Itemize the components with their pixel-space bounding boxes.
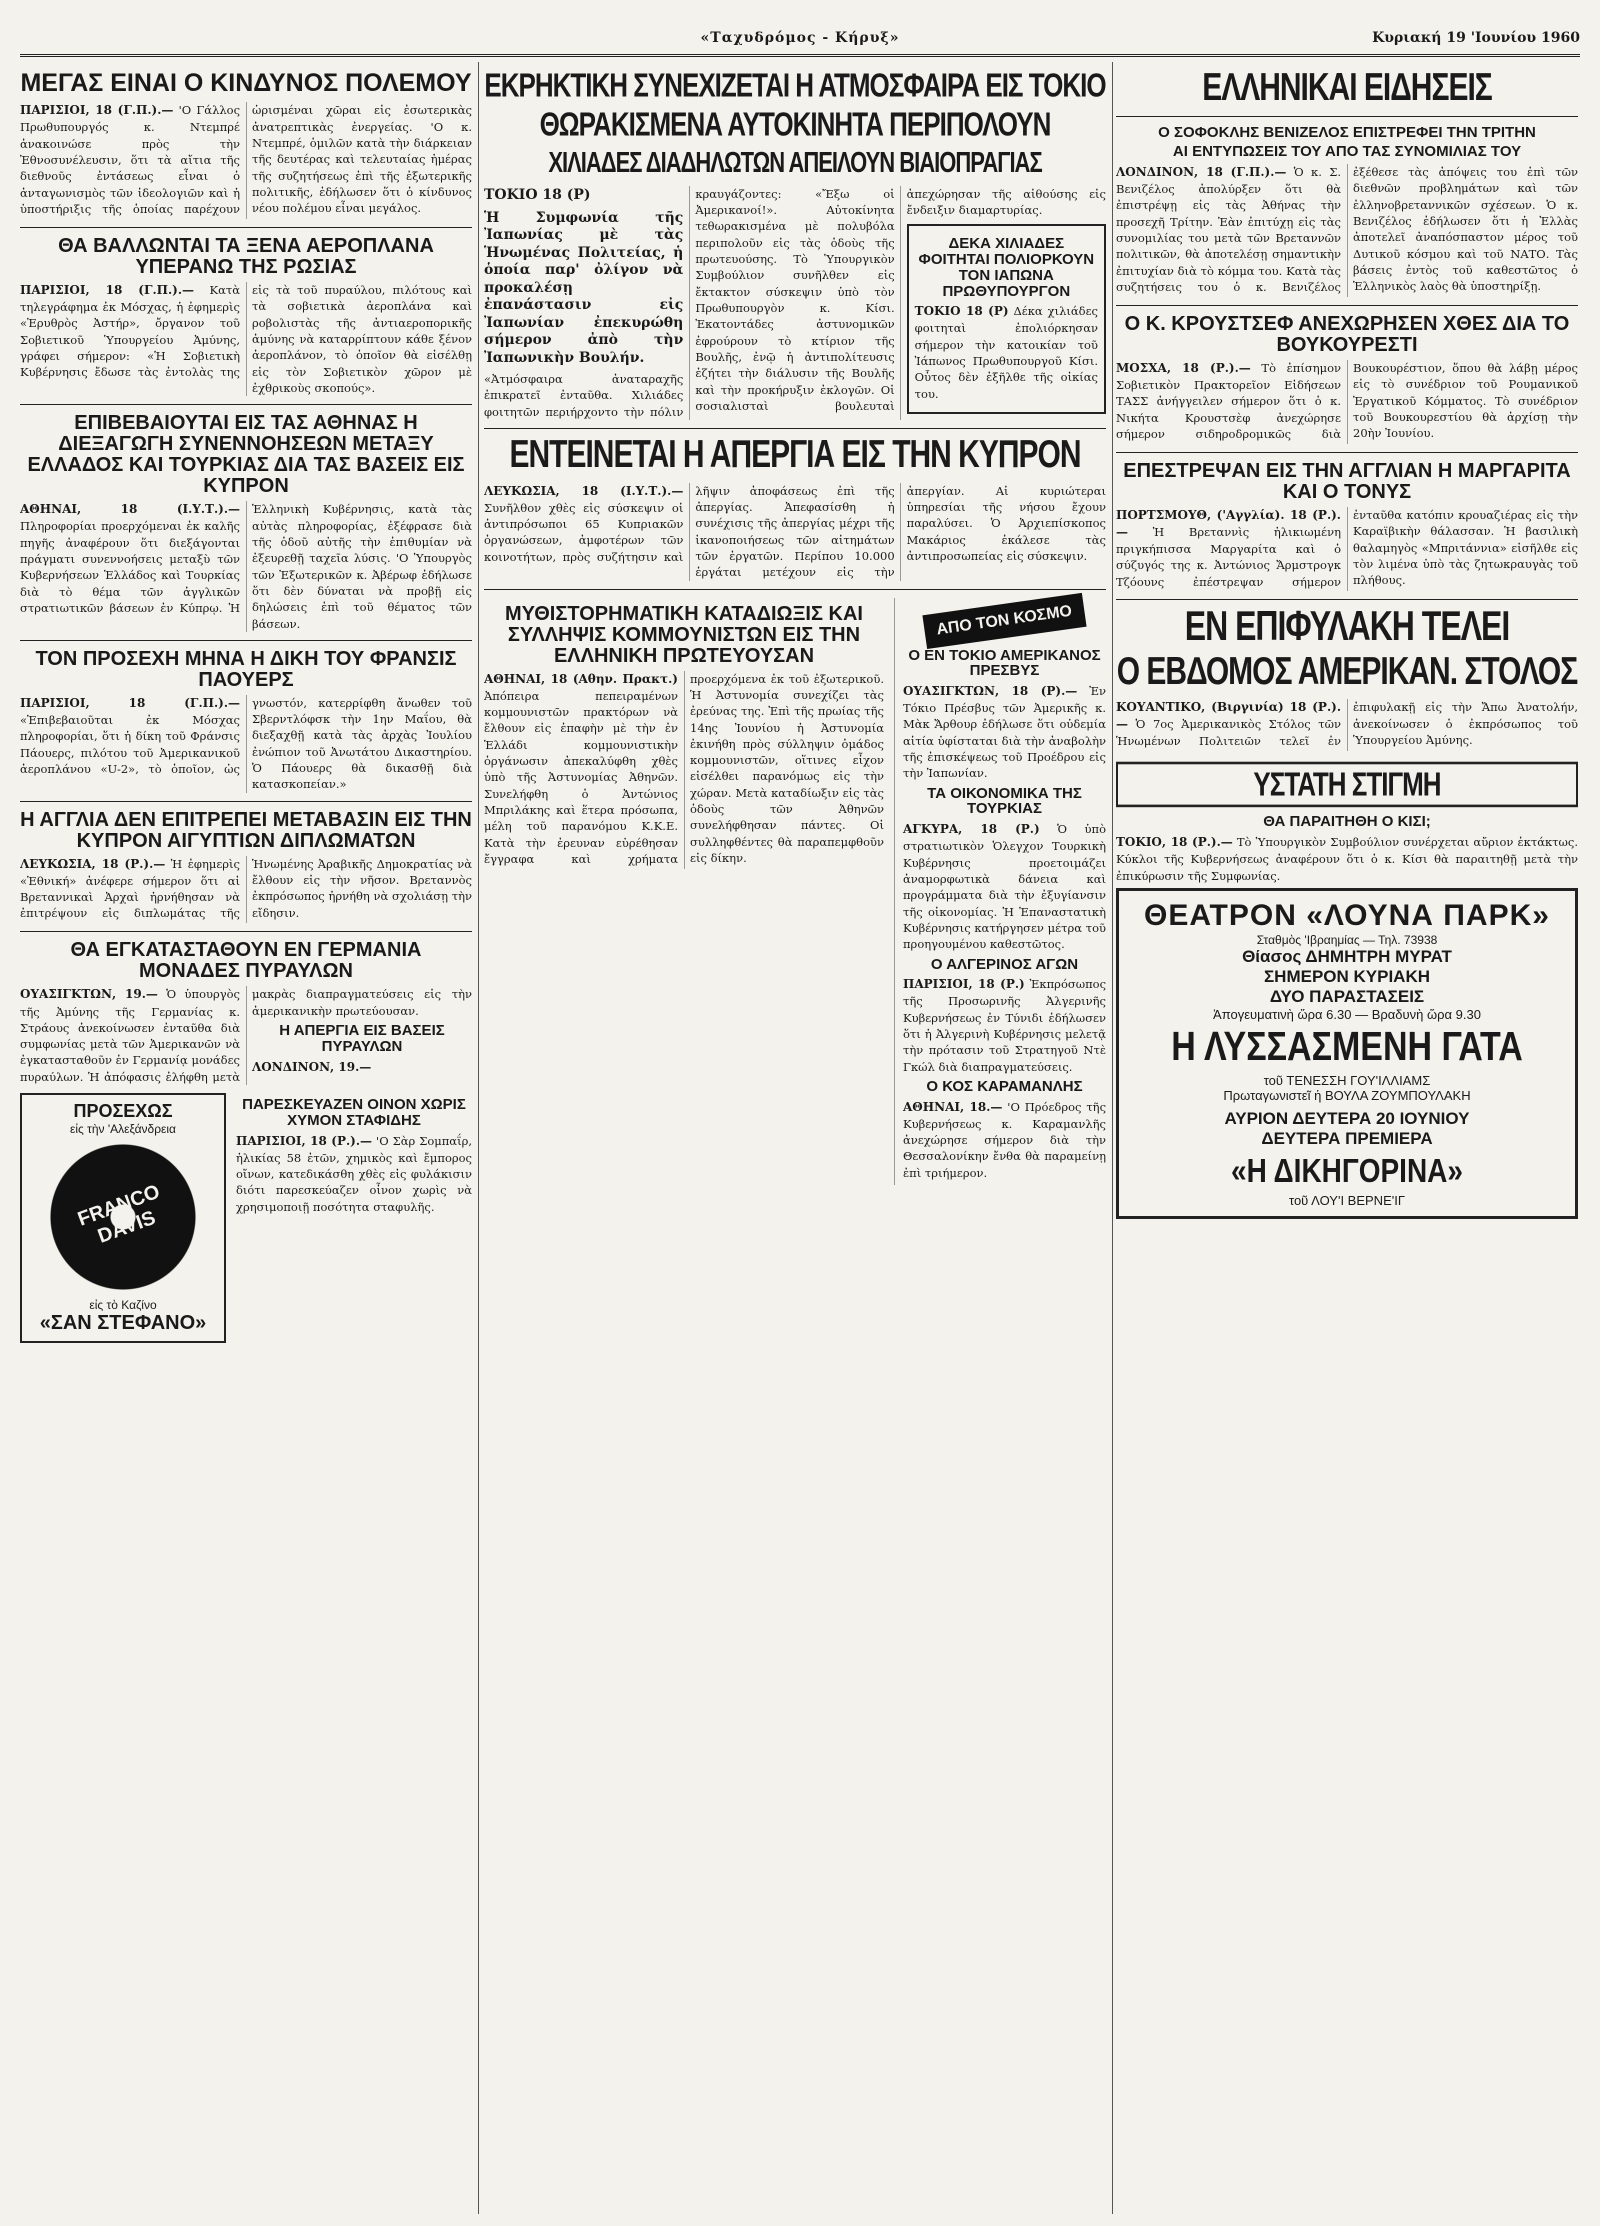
sub-title-2: ΑΙ ΕΝΤΥΠΩΣΕΙΣ ΤΟΥ ΑΠΟ ΤΑΣ ΣΥΝΟΜΙΛΙΑΣ ΤΟΥ (1172, 143, 1522, 161)
today: ΣΗΜΕΡΟΝ ΚΥΡΙΑΚΗ (1263, 966, 1431, 986)
article-body (20, 986, 472, 1085)
troupe: Θίασος ΔΗΜΗΤΡΗ ΜΥΡΑΤ (1242, 946, 1452, 966)
article-body (20, 282, 472, 396)
next-play: «Η ΔΙΚΗΓΟΡΙΝΑ» (1231, 1151, 1463, 1189)
divider (484, 428, 1106, 429)
wine-article (236, 1093, 472, 1343)
article-text: «Ἐπιβεβαιοῦται ἐκ Μόσχας πληροφορίαι, ὅτι ἡ δίκη τοῦ Φράνσις Πάουερς, πιλότου τοῦ Ἀμερικανικοῦ ἀεροπλάνου «U-2», τὸ ὁποῖον, ὡς γνωστόν, κατερρίφθη ἄνωθεν τοῦ Σβερντλόφσκ τὴν 1ην Μαΐου, θὰ διεξαχθῇ κατὰ τὰς ἀρχὰς Ἰουλίου ἐνώπιον τοῦ Ἀνωτάτου Δικαστηρίου. Ὁ Πάουερς θὰ δικασθῇ διὰ κατασκοπείαν.» (20, 695, 472, 792)
author: τοῦ ΤΕΝΕΣΣΗ ΓΟΥ'ΙΛΛΙΑΜΣ (1263, 1072, 1431, 1088)
lead-body (484, 186, 1106, 420)
article-text: Ὁ ὑπὸ στρατιωτικὸν Ὁλεγχον Τουρκικὴ Κυβέρνησις προετοιμάζει ἀναμορφωτικὰ δάνεια καὶ προγράμματα διὰ τὴν ἐξυγίανσιν τῆς οἰκονομίας. Ἡ Ἐπαναστατικὴ Κυβέρνησις κατήργησεν μέτρα τοῦ προηγουμένου καθεστῶτος. (903, 822, 1106, 952)
dateline: ΑΘΗΝΑΙ, 18 (Αθην. Πρακτ.) (484, 671, 678, 686)
article-text: 'Ο Σὰρ Σομπαΐρ, ἡλικίας 58 ἐτῶν, χημικὸς καὶ ἔμπορος οἴνων, κατεδικάσθη χθὲς εἰς φυλάκισιν διότι παρεσκεύαζεν οἶνον χωρὶς νὰ χρησιμοποιῇ ποσότητα σταφυλῆς. (236, 1133, 472, 1214)
article-body (20, 501, 472, 632)
article-title: ΤΑ ΟΙΚΟΝΟΜΙΚΑ ΤΗΣ ΤΟΥΡΚΙΑΣ (927, 784, 1082, 818)
article-text: Πληροφορίαι προερχόμεναι ἐκ καλῆς πηγῆς ἀναφέρουν ὅτι διεξάγονται πράγματι συνεννοήσεις μεταξὺ τῶν Κυβερνήσεων Ἑλλάδος καὶ Τουρκίας διὰ τὸ θέμα τῶν ἀγγλικῶν στρατιωτικῶν βάσεων ἐν Κύπρῳ. Ἡ Ἑλληνικὴ Κυβέρνησις, κατὰ τὰς αὐτὰς πληροφορίας, ἐξέφρασε διὰ τῆς ὁδοῦ αὐτῆς τὴν ἐπιθυμίαν νὰ ἐξευρεθῇ ταχεῖα λύσις. 'Ο Ὑπουργὸς τῶν Ἐξωτερικῶν κ. Ἀβέρωφ ἐδήλωσε ὅτι δὲν δύναται νὰ προβῇ εἰς δηλώσεις ἐπὶ τοῦ θέματος τῶν βάσεων. (20, 502, 472, 631)
article-body (1116, 699, 1578, 751)
dateline: ΛΕΥΚΩΣΙΑ, 18 (Ι.Υ.Τ.).— (484, 483, 684, 498)
dateline: ΠΑΡΙΣΙΟΙ, 18 (Γ.Π.).— (20, 282, 195, 297)
luna-park-ad (1116, 888, 1578, 1219)
dateline: ΠΑΡΙΣΙΟΙ, 18 (Ρ.) (903, 977, 1025, 992)
fleet-headline: ΕΝ ΕΠΙΦΥΛΑΚΗ ΤΕΛΕΙ (1184, 602, 1510, 650)
star: Πρωταγωνιστεῖ ἡ ΒΟΥΛΑ ΖΟΥΜΠΟΥΛΑΚΗ (1223, 1087, 1471, 1103)
article-text: Τὸ ἐπίσημον Σοβιετικὸν Πρακτορεῖον Εἰδήσεων ΤΑΣΣ ἀνήγγειλεν σήμερον ὅτι ὁ κ. Νικήτα Κρουστσὲφ ἀνεχώρησε σήμερον σιδηροδρομικῶς διὰ Βουκουρέστιον, ὅπου θὰ λάβῃ μέρος εἰς τὸ συνέδριον τοῦ Ρουμανικοῦ Ἐργατικοῦ Κόμματος. Τὸ συνέδριον τοῦ Βουκουρεστίου θὰ ἀρχίσῃ τὴν 20ὴν Ἰουνίου. (1116, 360, 1578, 441)
center-column (484, 62, 1113, 2214)
article-title: ΕΠΙΒΕΒΑΙΟΥΤΑΙ ΕΙΣ ΤΑΣ ΑΘΗΝΑΣ Η ΔΙΕΞΑΓΩΓΗ ΣΥΝΕΝΝΟΗΣΕΩΝ ΜΕΤΑΞΥ ΕΛΛΑΔΟΣ ΚΑΙ ΤΟΥΡΚΙΑΣ ΔΙΑ ΤΑΣ ΒΑΣΕΙΣ ΕΙΣ ΚΥΠΡΟΝ (27, 412, 465, 498)
dateline: ΠΑΡΙΣΙΟΙ, 18 (Γ.Π.).— (20, 103, 174, 118)
lead-headline-2: ΘΩΡΑΚΙΣΜΕΝΑ ΑΥΤΟΚΙΝΗΤΑ ΠΕΡΙΠΟΛΟΥΝ (539, 104, 1051, 144)
premiere: ΔΕΥΤΕΡΑ ΠΡΕΜΙΕΡΑ (1261, 1128, 1433, 1148)
article-title: ΕΠΕΣΤΡΕΨΑΝ ΕΙΣ ΤΗΝ ΑΓΓΛΙΑΝ Η ΜΑΡΓΑΡΙΤΑ ΚΑΙ Ο ΤΟΝΥΣ (1123, 459, 1571, 503)
article-text: Ὁ ὑπουργὸς τῆς Ἀμύνης τῆς Γερμανίας κ. Στράους ἀνεκοίνωσεν ἐνταῦθα διὰ συμφωνίας μετὰ τῶν Ἀμερικανῶν νὰ ἐγκατασταθοῦν ἐν Γερμανίᾳ μονάδες πυραύλων. Ἡ ἀπόφασις ἐλήφθη μετὰ μακρὰς διαπραγματεύσεις εἰς τὴν ἀμερικανικὴν πρωτεύουσαν. (20, 987, 472, 1084)
last-minute (1116, 757, 1578, 888)
last-minute-row (1116, 757, 1578, 888)
article-text: 'Ο Πρόεδρος τῆς Κυβερνήσεως κ. Καραμανλῆς ἀνεχώρησε σήμερον διὰ τὴν Θεσσαλονίκην ἔνθα θὰ παραμείνῃ ἐπὶ τριήμερον. (903, 1099, 1107, 1180)
divider (1116, 305, 1578, 306)
bottom-row (20, 1093, 472, 1343)
dateline: ΛΕΥΚΩΣΙΑ, 18 (Ρ.).— (20, 856, 166, 871)
article-title: Ο ΕΝ ΤΟΚΙΟ ΑΜΕΡΙΚΑΝΟΣ ΠΡΕΣΒΥΣ (908, 646, 1101, 680)
record-disc (27, 1121, 219, 1313)
article-title: ΜΥΘΙΣΤΟΡΗΜΑΤΙΚΗ ΚΑΤΑΔΙΩΞΙΣ ΚΑΙ ΣΥΛΛΗΨΙΣ ΚΟΜΜΟΥΝΙΣΤΩΝ ΕΙΣ ΤΗΝ ΕΛΛΗΝΙΚΗ ΠΡΩΤΕΥΟΥΣΑΝ (504, 602, 863, 667)
article-text: Ἐκπρόσωπος τῆς Προσωρινῆς Ἀλγερινῆς Κυβερνήσεως ἐν Τύνιδι ἐδήλωσεν ὅτι ἡ Ἀλγερινὴ Κυβέρνησις μελετᾷ τὴν πρότασιν τοῦ Στρατηγοῦ Ντὲ Γκώλ διὰ διαπραγματεύσεις. (903, 977, 1107, 1074)
divider (484, 589, 1106, 590)
dateline: ΑΘΗΝΑΙ, 18.— (903, 1099, 1003, 1114)
dateline: ΟΥΑΣΙΓΚΤΩΝ, 18 (Ρ).— (903, 684, 1078, 699)
logo-text: ΑΠΟ ΤΟΝ ΚΟΣΜΟ (923, 593, 1087, 649)
divider (20, 404, 472, 405)
dateline: ΛΟΝΔΙΝΟΝ, 19.— (252, 1059, 372, 1074)
disc-label: FRANCO DAVIS (74, 1180, 163, 1249)
article-title: ΘΑ ΕΓΚΑΤΑΣΤΑΘΟΥΝ ΕΝ ΓΕΡΜΑΝΙΑ ΜΟΝΑΔΕΣ ΠΥΡΑΥΛΩΝ (70, 939, 422, 983)
next-author: τοῦ ΛΟΥ'Ι ΒΕΡΝΕ'ΙΓ (1289, 1192, 1405, 1208)
ad-venue: «ΣΑΝ ΣΤΕΦΑΝΟ» (39, 1312, 207, 1335)
showtimes: Ἀπογευματινὴ ὥρα 6.30 — Βραδυνὴ ὥρα 9.30 (1213, 1006, 1481, 1022)
article-title: ΤΟΝ ΠΡΟΣΕΧΗ ΜΗΝΑ Η ΔΙΚΗ ΤΟΥ ΦΡΑΝΣΙΣ ΠΑΟΥΕΡΣ (35, 647, 457, 691)
article-title: Η ΑΓΓΛΙΑ ΔΕΝ ΕΠΙΤΡΕΠΕΙ ΜΕΤΑΒΑΣΙΝ ΕΙΣ ΤΗΝ ΚΥΠΡΟΝ ΑΙΓΥΠΤΙΩΝ ΔΙΠΛΩΜΑΤΩΝ (20, 808, 472, 852)
play-title: Η ΛΥΣΣΑΣΜΕΝΗ ΓΑΤΑ (1171, 1023, 1523, 1070)
article-title: ΜΕΓΑΣ ΕΙΝΑΙ Ο ΚΙΝΔΥΝΟΣ ΠΟΛΕΜΟΥ (20, 69, 472, 97)
ad-venue-pre: εἰς τὸ Καζίνο (89, 1298, 157, 1313)
article-body (20, 102, 472, 219)
divider (1116, 452, 1578, 453)
article-text: Συνῆλθον χθὲς εἰς σύσκεψιν οἱ ἀντιπρόσωποι 65 Κυπριακῶν ὀργανώσεων, ἀμφοτέρων τῶν κοινοτήτων, πρὸς συζήτησιν καὶ λῆψιν ἀποφάσεως ἐπὶ τῆς ἀπεργίας. Ἀπεφασίσθη ἡ συνέχισις τῆς ἀπεργίας μέχρι τῆς ἱκανοποιήσεως τῶν αἰτημάτων τῶν ἐργατῶν. Περίπου 10.000 ἐργάται μετέχουν εἰς τὴν ἀπεργίαν. Αἱ κυριώτεραι ὑπηρεσίαι τῆς νήσου ἔχουν παραλύσει. Ὁ Ἀρχιεπίσκοπος Μακάριος ἐκάλεσε τὰς ἀντιπροσωπείας εἰς σύσκεψιν. (484, 483, 1106, 580)
dateline: ΤΟΚΙΟ 18 (Ρ) (914, 304, 1009, 319)
dateline: ΑΓΚΥΡΑ, 18 (Ρ.) (903, 822, 1040, 837)
article-body (484, 671, 884, 869)
issue-date: Κυριακή 19 'Ιουνίου 1960 (1372, 30, 1580, 46)
divider (20, 227, 472, 228)
article-title: Ο ΑΛΓΕΡΙΝΟΣ ΑΓΩΝ (930, 955, 1079, 973)
next-date: ΑΥΡΙΟΝ ΔΕΥΤΕΡΑ 20 ΙΟΥΝΙΟΥ (1224, 1108, 1470, 1128)
dateline: ΑΘΗΝΑΙ, 18 (Ι.Υ.Τ.).— (20, 502, 240, 517)
communists-article (484, 598, 884, 1186)
article-text: «Ἀτμόσφαιρα ἀναταραχῆς ἐπικρατεῖ ἐνταῦθα. Χιλιάδες φοιτητῶν περιήρχοντο τὴν πόλιν κραυγάζοντες: «Ἔξω οἱ Ἀμερικανοί!». Αὐτοκίνητα τεθωρακισμένα μὲ πολυβόλα περιπολοῦν εἰς τὰς ὁδοὺς τῆς πρωτευούσης. Τὸ Ὑπουργικὸν Συμβούλιον συνῆλθεν εἰς ἔκτακτον σύσκεψιν ὑπὸ τὸν Πρωθυπουργὸν κ. Κίσι. Ἐκατοντάδες ἀστυνομικῶν ἐφρούρουν τὸ κτίριον τῆς Βουλῆς, ἐνῷ ἡ ἀντιπολίτευσις ἐζήτει τὴν διάλυσιν τῆς Βουλῆς καὶ τὴν προκήρυξιν ἐκλογῶν. Οἱ σοσιαλισταὶ βουλευταὶ ἀπεχώρησαν τῆς αἰθούσης εἰς ἔνδειξιν διαμαρτυρίας. (484, 186, 1106, 419)
dateline: ΤΟΚΙΟ 18 (Ρ) (484, 186, 591, 203)
ad-headline: ΠΡΟΣΕΧΩΣ (73, 1101, 173, 1122)
dateline: ΤΟΚΙΟ, 18 (Ρ.).— (1116, 835, 1233, 850)
left-column (20, 62, 479, 2214)
article-text: Ὁ 7ος Ἀμερικανικὸς Στόλος τῶν Ἡνωμένων Πολιτειῶν τελεῖ ἐν ἐπιφυλακῇ εἰς τὴν Ἄπω Ἀνατολήν, ἀνεκοίνωσεν ὁ ἐκπρόσωπος τοῦ Ὑπουργείου Ἀμύνης. (1116, 700, 1578, 749)
ad-sub: εἰς τὴν 'Αλεξάνδρεια (70, 1122, 176, 1137)
last-minute-title: ΥΣΤΑΤΗ ΣΤΙΓΜΗ (1116, 762, 1578, 808)
masthead (20, 30, 1580, 57)
right-column (1116, 62, 1578, 2214)
divider (20, 931, 472, 932)
article-text: 'Ο Γάλλος Πρωθυπουργός κ. Ντεμπρέ ἀνακοινώσε πρὸς τὴν Ἐθνοσυνέλευσιν, ὅτι τὰ αἴτια τῆς διεθνοῦς ἐντάσεως εἶναι ὁ ἀνταγωνισμὸς τῶν ἰδεολογιῶν καὶ ἡ ὑποστήριξις τῆς ὁποίας παρέχουν ὡρισμέναι χῶραι εἰς ἐσωτερικὰς ἀνατρεπτικὰς ἐνεργείας. 'Ο κ. Ντεμπρέ, ὁμιλῶν κατὰ τὴν διάρκειαν τῆς δευτέρας καὶ τελευταίας ἡμέρας τῆς συζητήσεως ἐπὶ τῆς ἐξωτερικῆς πολιτικῆς, ἐδήλωσεν ὅτι ὁ κίνδυνος νέου πολέμου εἶναι μεγάλος. (20, 103, 472, 216)
sub-title: Ο ΣΟΦΟΚΛΗΣ ΒΕΝΙΖΕΛΟΣ ΕΠΙΣΤΡΕΦΕΙ ΤΗΝ ΤΡΙΤΗΝ (1158, 123, 1536, 141)
article-text: Ἡ Βρεταννὶς ἡλικιωμένη πριγκήπισσα Μαργαρίτα καὶ ὁ σύζυγός της κ. Ἀντώνιος Ἄρμστρογκ Τζόουνς ἐπέστρεψαν σήμερον ἐνταῦθα κατόπιν κρουαζιέρας εἰς τὴν Καραϊβικὴν θάλασσαν. Ἡ βασιλικὴ θαλαμηγὸς «Μπριτάννια» εἰσῆλθε εἰς τὸν λιμένα ὑπὸ τὰς ζητωκραυγὰς τοῦ πλήθους. (1116, 507, 1578, 589)
section-title: ΕΛΛΗΝΙΚΑΙ ΕΙΔΗΣΕΙΣ (1202, 65, 1492, 109)
article-body (20, 856, 472, 924)
article-title: ΘΑ ΒΑΛΛΩΝΤΑΙ ΤΑ ΞΕΝΑ ΑΕΡΟΠΛΑΝΑ ΥΠΕΡΑΝΩ ΤΗΣ ΡΩΣΙΑΣ (58, 234, 434, 278)
article-text: Ὁ κ. Σ. Βενιζέλος ἀπολύρξεν ὅτι θὰ ἐπιστρέψῃ εἰς τὰς Ἀθήνας τὴν προσεχῆ Τρίτην. Ἐὰν ἐπιτύχῃ εἰς τὰς συνομιλίας του μετὰ τῶν Βρεταννῶν πολιτικῶν, θὰ ἀποτελέσῃ σημαντικὴν ἐπιτυχίαν διὰ τὸ κόμμα του. Κατὰ τὰς συζητήσεις του ὁ κ. Βενιζέλος ἐξέθεσε τὰς ἀπόψεις του ἐπὶ τῶν διεθνῶν προβλημάτων καὶ τῶν ἑλληνοβρεταννικῶν σχέσεων. Ὁ κ. Βενιζέλος ἐδήλωσεν ὅτι ἡ Ἑλλὰς ἀποτελεῖ ἀναπόσπαστον μέρος τοῦ Δυτικοῦ κόσμου καὶ τοῦ ΝΑΤΟ. Τὰς βάσεις ἐντὸς τοῦ καθεστῶτος ὁ Ἑλληνικὸς λαὸς θὰ ὑποστηρίξῃ. (1116, 165, 1578, 294)
article-text: Ἡ ἐφημερὶς «Ἐθνική» ἀνέφερε σήμερον ὅτι αἱ Βρεταννικαὶ Ἀρχαὶ ἠρνήθησαν νὰ ἐπιτρέψουν εἰς διπλωμάτας τῆς Ἡνωμένης Ἀραβικῆς Δημοκρατίας νὰ ἔλθουν εἰς τὴν νῆσον. Βρεταννὸς ἐκπρόσωπος ἠρνήθη νὰ σχολιάσῃ τὴν εἴδησιν. (20, 856, 472, 921)
side-briefs (894, 598, 1106, 1186)
divider (1116, 116, 1578, 117)
article-body (1116, 164, 1578, 297)
box-title: ΔΕΚΑ ΧΙΛΙΑΔΕΣ ΦΟΙΤΗΤΑΙ ΠΟΛΙΟΡΚΟΥΝ ΤΟΝ ΙΑΠΩΝΑ ΠΡΩΘΥΠΟΥΡΓΟΝ (918, 235, 1095, 300)
article-body (484, 483, 1106, 581)
dateline: ΠΑΡΙΣΙΟΙ, 18 (Ρ.).— (236, 1133, 373, 1148)
dateline: ΛΟΝΔΙΝΟΝ, 18 (Γ.Π.).— (1116, 165, 1287, 179)
dateline: ΠΟΡΤΣΜΟΥΘ, ('Αγγλία). 18 (Ρ.).— (1116, 507, 1341, 540)
apo-ton-kosmo-logo (903, 598, 1106, 644)
article-text: Ἐν Τόκιο Πρέσβυς τῶν Ἀμερικῆς κ. Μὰκ Ἄρθουρ ἐδήλωσε ὅτι οὐδεμία αἰτία ὑφίσταται διὰ τὴν ἀναβολὴν τῆς ἐπισκέψεως τοῦ Προέδρου εἰς τὴν Ἰαπωνίαν. (903, 684, 1107, 781)
divider (20, 640, 472, 641)
dateline: ΚΟΥΑΝΤΙΚΟ, (Βιργινία) 18 (Ρ.).— (1116, 700, 1341, 732)
article-body (1116, 360, 1578, 444)
sub-title: ΘΑ ΠΑΡΑΙΤΗΘΗ Ο ΚΙΣΙ; (1263, 813, 1431, 831)
sub-title: Η ΑΠΕΡΓΙΑ ΕΙΣ ΒΑΣΕΙΣ ΠΥΡΑΥΛΩΝ (279, 1022, 445, 1055)
divider (1116, 599, 1578, 600)
divider (20, 801, 472, 802)
article-body (20, 695, 472, 793)
article-text: Κατὰ τηλεγράφημα ἐκ Μόσχας, ἡ ἐφημερὶς «Ἐρυθρὸς Ἀστήρ», ὄργανον τοῦ Σοβιετικοῦ Ὑπουργείου Ἀμύνης, γράφει σήμερον: «Ἡ Σοβιετικὴ Κυβέρνησις ἔδωσε τὰς ἐντολὰς της εἰς τὰ τοῦ πυραύλου, πιλότους καὶ τὰ σοβιετικὰ ἀεροπλάνα καὶ ροβολιστὰς τῆς ἀντιαεροπορικῆς ἀμύνης νὰ καταρρίπτουν κάθε ξένον ἀεροπλάνον, τὸ ὁποῖον θὰ εἰσέλθῃ εἰς τὸν Σοβιετικὸν χῶρον μὲ ἐχθρικοὺς σκοπούς». (20, 282, 472, 395)
lead-box (907, 224, 1106, 414)
lead-headline: ΕΚΡΗΚΤΙΚΗ ΣΥΝΕΧΙΖΕΤΑΙ Η ΑΤΜΟΣΦΑΙΡΑ ΕΙΣ ΤΟΚΙΟ (484, 65, 1106, 105)
fleet-headline-2: Ο ΕΒΔΟΜΟΣ ΑΜΕΡΙΚΑΝ. ΣΤΟΛΟΣ (1116, 649, 1578, 693)
performances: ΔΥΟ ΠΑΡΑΣΤΑΣΕΙΣ (1269, 986, 1425, 1006)
lower-center (484, 598, 1106, 1186)
lead-headline-3: ΧΙΛΙΑΔΕΣ ΔΙΑΔΗΛΩΤΩΝ ΑΠΕΙΛΟΥΝ ΒΙΑΙΟΠΡΑΓΙΑΣ (548, 145, 1042, 179)
lead-intro: Ἡ Συμφωνία τῆς Ἰαπωνίας μὲ τὰς Ἡνωμένας Πολιτείας, ἡ ὁποία παρ' ὀλίγον νὰ προκαλέσῃ ἐπανάστασιν εἰς Ἰαπωνίαν ἐπεκυρώθη σήμερον ἀπὸ τὴν Ἰαπωνικὴν Βουλήν. (484, 209, 684, 366)
article-title: Ο ΚΟΣ ΚΑΡΑΜΑΝΛΗΣ (926, 1077, 1083, 1095)
franco-davis-ad (20, 1093, 226, 1343)
dateline: ΟΥΑΣΙΓΚΤΩΝ, 19.— (20, 987, 158, 1002)
theatre-name: ΘΕΑΤΡΟΝ «ΛΟΥΝΑ ΠΑΡΚ» (1144, 898, 1550, 932)
article-title: Ο Κ. ΚΡΟΥΣΤΣΕΦ ΑΝΕΧΩΡΗΣΕΝ ΧΘΕΣ ΔΙΑ ΤΟ ΒΟΥΚΟΥΡΕΣΤΙ (1124, 312, 1570, 356)
station: Σταθμὸς 'Ιβραημίας — Τηλ. 73938 (1256, 932, 1438, 947)
dateline: ΜΟΣΧΑ, 18 (Ρ.).— (1116, 360, 1251, 375)
article-body (1116, 507, 1578, 591)
article-title: ΕΝΤΕΙΝΕΤΑΙ Η ΑΠΕΡΓΙΑ ΕΙΣ ΤΗΝ ΚΥΠΡΟΝ (509, 433, 1081, 476)
article-text: Ἀπόπειρα πεπειραμένων κομμουνιστῶν πρακτόρων νὰ ἔλθουν εἰς ἐπαφὴν μὲ τὴν ἐν Ἑλλάδι κομμουνιστικὴν ὀργάνωσιν ἀπεκαλύφθη χθὲς ὑπὸ τῆς Ἀστυνομίας Ἀθηνῶν. Συνελήφθη ὁ Ἀντώνιος Μπριλάκης καὶ ἕτερα πρόσωπα, μέλη τοῦ παρανόμου Κ.Κ.Ε. Κατὰ τὴν ἐρευναν εὑρέθησαν ἔγγραφα καὶ χρήματα προερχόμενα ἐκ τοῦ ἐξωτερικοῦ. Ἡ Ἀστυνομία συνεχίζει τὰς ἐρεύνας της. Ἐπὶ τῆς πρωίας τῆς 14ης Ἰουνίου ἡ Ἀστυνομία ἐκινήθη πρὸς σύλληψιν ὁμάδος κομμουνιστῶν, οἵτινες εἶχον εἰσέλθει παρανόμως εἰς τὴν χώραν. Μετὰ καταδίωξιν εἰς τὰς ὁδοὺς τῶν Ἀθηνῶν συνελήφθησαν πάντες. Οἱ συλληφθέντες θὰ παραπεμφθοῦν εἰς δίκην. (484, 671, 884, 866)
box-text: Δέκα χιλιάδες φοιτηταὶ ἐπολιόρκησαν σήμερον τὴν κατοικίαν τοῦ Ἰάπωνος Πρωθυπουργοῦ Κίσι. Οὗτος δὲν ἐξῆλθε τῆς οἰκίας του. (914, 304, 1098, 401)
article-title: ΠΑΡΕΣΚΕΥΑΖΕΝ ΟΙΝΟΝ ΧΩΡΙΣ ΧΥΜΟΝ ΣΤΑΦΙΔΗΣ (242, 1096, 466, 1129)
paper-name: «Ταχυδρόμος - Κήρυξ» (700, 30, 900, 46)
article-text: Τὸ Ὑπουργικὸν Συμβούλιον συνέρχεται αὔριον ἐκτάκτως. Κύκλοι τῆς Κυβερνήσεως ἀναφέρουν ὅτι ὁ κ. Κίσι θὰ παραιτηθῇ μετὰ τὴν ἐπικύρωσιν τῆς Συμφωνίας. (1116, 835, 1578, 883)
dateline: ΠΑΡΙΣΙΟΙ, 18 (Γ.Π.).— (20, 695, 240, 710)
